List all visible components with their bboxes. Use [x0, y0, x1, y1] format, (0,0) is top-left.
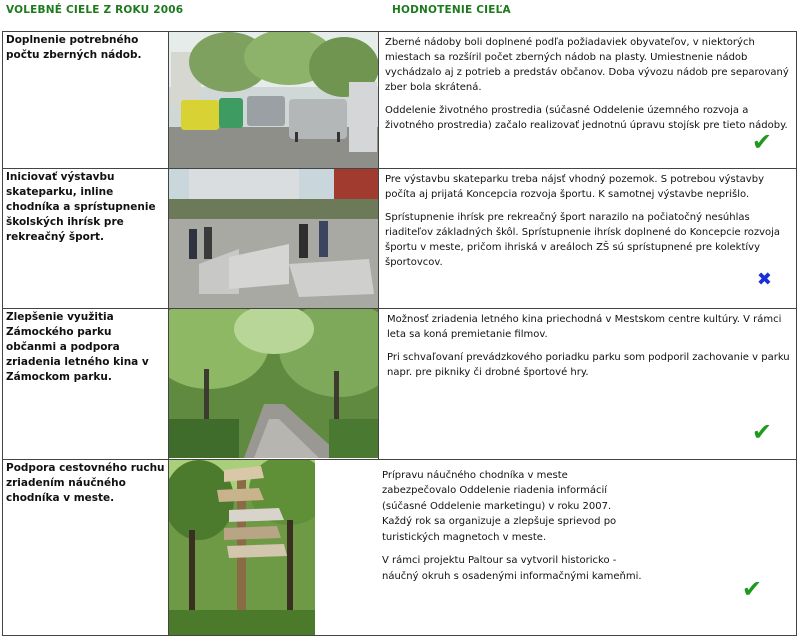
trail-signpost-photo: [169, 460, 315, 635]
skatepark-image: [169, 169, 379, 308]
goal-text: Podpora cestovného ruchu zriadením náučného chodníka v meste.: [6, 461, 165, 504]
evaluation-paragraph: Pre výstavbu skateparku treba nájsť vhodný pozemok. S potrebou výstavby počíta aj prijatá Koncepcia rozvoja športu. K samotnej výstavbe neprišlo.: [385, 174, 764, 201]
evaluation-paragraph: V rámci projektu Paltour sa vytvoril historicko - náučný okruh s osadenými informačnými kameňmi.: [382, 555, 642, 582]
table-row: [3, 459, 797, 635]
table-row: [3, 169, 797, 309]
goal-cell: [3, 169, 169, 309]
checkmark-icon: ✔: [741, 574, 762, 603]
evaluation-paragraph: Prípravu náučného chodníka v meste zabezpečovalo Oddelenie riadenia informácií (súčasné Oddelenie marketingu) v roku 2007. Každý rok sa organizuje a zlepšuje sprievod po turistických magnetoch v meste.: [382, 469, 617, 543]
checkmark-icon: ✔: [751, 418, 772, 447]
skatepark-photo: [169, 169, 379, 309]
evaluation-paragraph: Zberné nádoby boli doplnené podľa požiadaviek obyvateľov, v niektorých miestach sa rozšíril počet zberných nádob na plasty. Umiestnenie nádob vychádzalo aj z potrieb a predstáv občanov. Doba vývozu nádob pre separovaný zber bola skrátená.: [385, 37, 789, 93]
evaluation-cell: [379, 309, 797, 459]
goal-text: Doplnenie potrebného počtu zberných nádob.: [6, 34, 142, 61]
goal-cell: [3, 459, 169, 635]
evaluation-cell: [379, 169, 797, 309]
goals-table: [2, 31, 797, 636]
recycling-bins-photo: [169, 32, 379, 169]
goals-column-header: VOLEBNÉ CIELE Z ROKU 2006: [6, 4, 184, 16]
evaluation-cell: [379, 32, 797, 169]
goal-text: Iniciovať výstavbu skateparku, inline chodníka a sprístupnenie školských ihrísk pre rekreačný šport.: [6, 171, 156, 244]
evaluation-text: [382, 468, 642, 585]
table-row: [3, 32, 797, 169]
checkmark-icon: ✔: [751, 128, 772, 156]
goal-cell: [3, 309, 169, 459]
castle-park-alley-photo: [169, 309, 379, 459]
evaluation-paragraph: Sprístupnenie ihrísk pre rekreačný šport narazilo na počiatočný nesúhlas riaditeľov základných škôl. Sprístupnenie ihrísk doplnené do Koncepcie rozvoja športu v meste, pričom ihriská v areáloch ZŠ sú sprístupnené pre kolektívy športovcov.: [385, 212, 781, 269]
evaluation-cell: [169, 459, 797, 635]
goal-cell: [3, 32, 169, 169]
park-alley-image: [169, 309, 379, 458]
recycling-bins-image: [169, 32, 379, 168]
cross-icon: ✖: [756, 269, 772, 291]
goal-text: Zlepšenie využitia Zámockého parku občanmi a podpora zriadenia letného kina v Zámockom parku.: [6, 311, 149, 384]
evaluation-column-header: HODNOTENIE CIEĽA: [392, 4, 511, 16]
evaluation-paragraph: Pri schvaľovaní prevádzkového poriadku parku som podporil zachovanie v parku napr. pre pikniky či drobné športové hry.: [387, 352, 790, 379]
evaluation-paragraph: Oddelenie životného prostredia (súčasné Oddelenie územného rozvoja a životného prostredia) začalo realizovať jednotnú úpravu stojísk pre tieto nádoby.: [385, 105, 788, 131]
table-row: [3, 309, 797, 459]
evaluation-paragraph: Možnosť zriadenia letného kina priechodná v Mestskom centre kultúry. V rámci leta sa koná premietanie filmov.: [387, 314, 782, 341]
signpost-image: [169, 460, 315, 635]
